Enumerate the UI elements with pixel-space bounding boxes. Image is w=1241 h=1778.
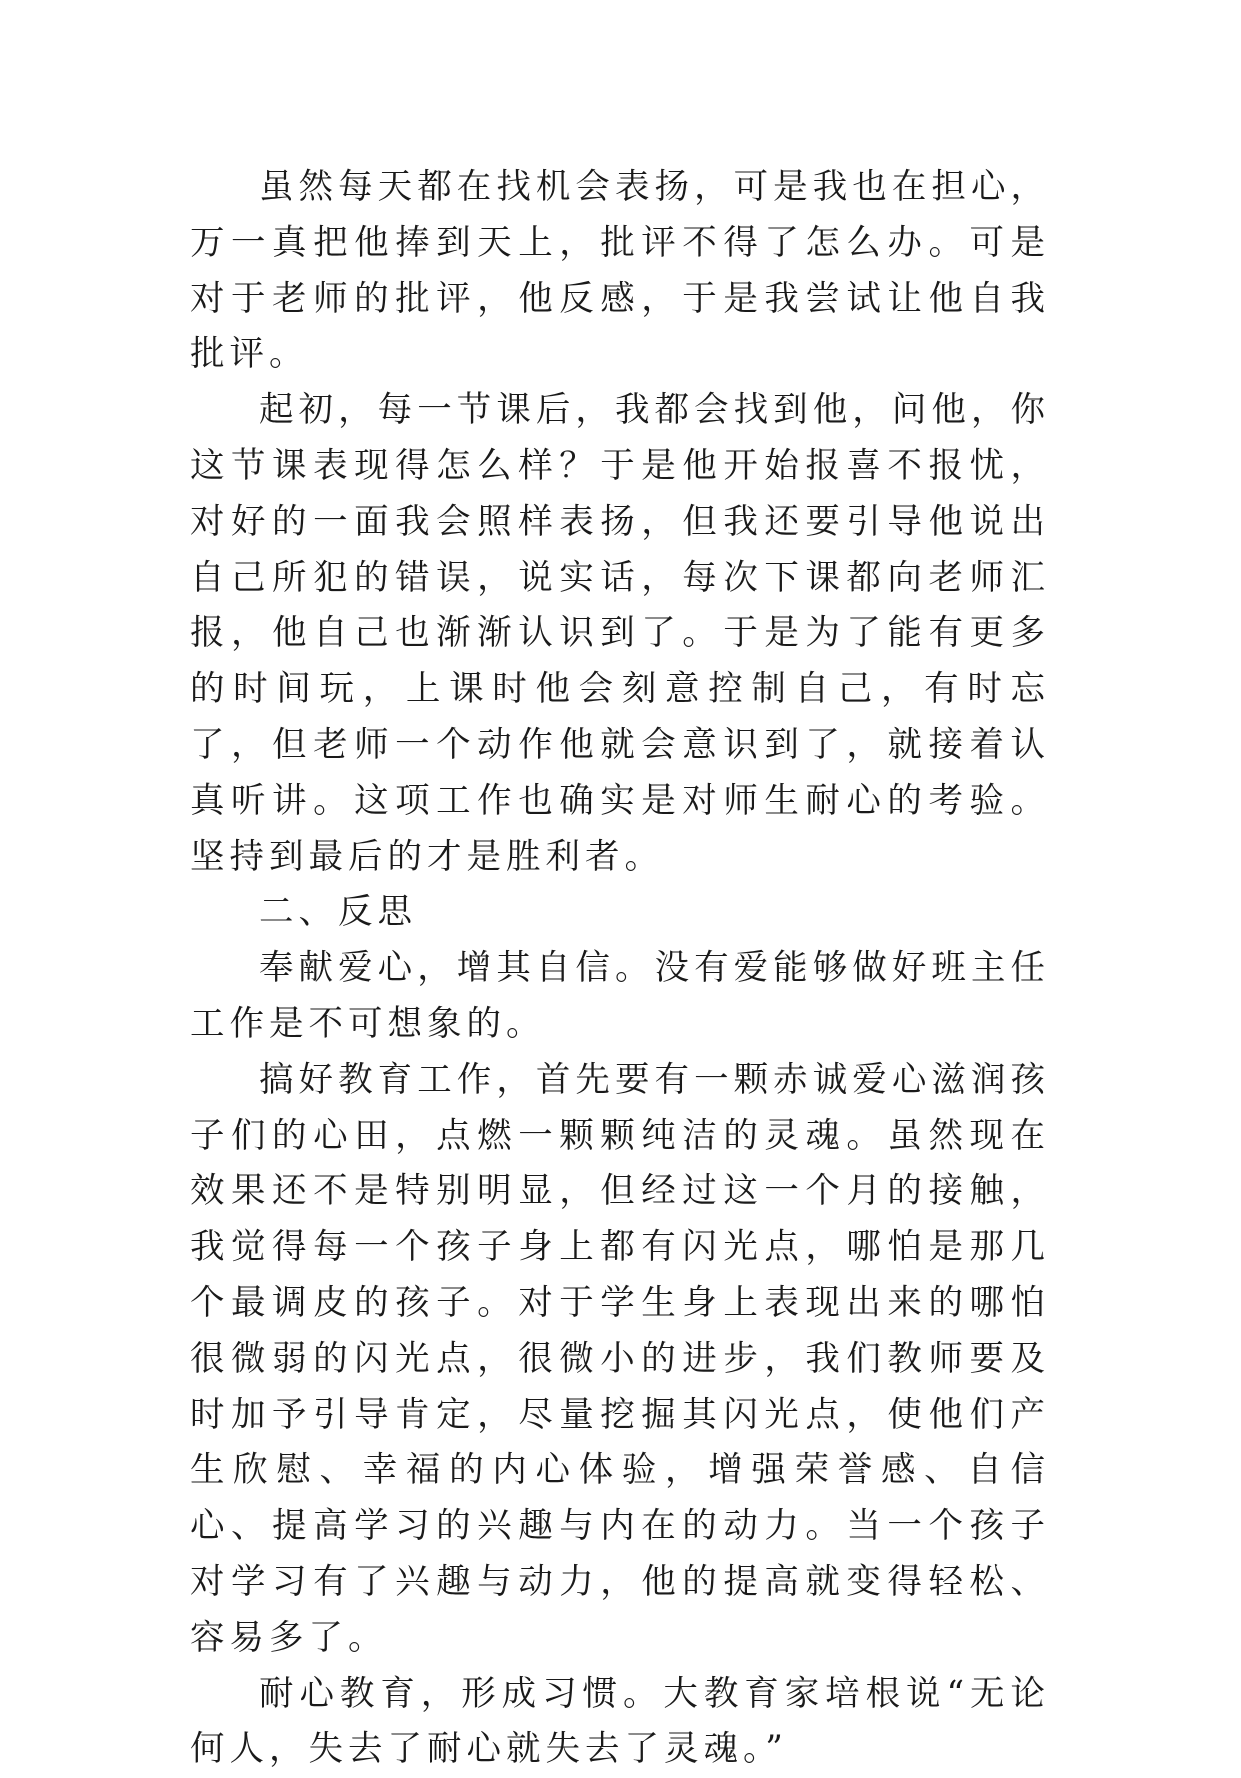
paragraph-patience: 耐心教育，形成习惯。大教育家培根说“无论何人，失去了耐心就失去了灵魂。” xyxy=(190,1673,1050,1770)
section-heading-reflection: 二、反思 xyxy=(259,892,417,933)
paragraph-praise-worry: 虽然每天都在找机会表扬，可是我也在担心，万一真把他捧到天上，批评不得了怎么办。可是对于老师的批评，他反感，于是我尝试让他自我批评。 xyxy=(190,167,1050,375)
paragraph-education-work: 搞好教育工作，首先要有一颗赤诚爱心滋润孩子们的心田，点燃一颗颗纯洁的灵魂。虽然现在效果还不是特别明显，但经过这一个月的接触，我觉得每一个孩子身上都有闪光点，哪怕是那几个最调皮的孩子。对于学生身上表现出来的哪怕很微弱的闪光点，很微小的进步，我们教师要及时加予引导肯定，尽量挖掘其闪光点，使他们产生欣慰、幸福的内心体验，增强荣誉感、自信心、提高学习的兴趣与内在的动力。当一个孩子对学习有了兴趣与动力，他的提高就变得轻松、容易多了。 xyxy=(190,1059,1050,1658)
paragraph-self-criticism: 起初，每一节课后，我都会找到他，问他，你这节课表现得怎么样？于是他开始报喜不报忧，对好的一面我会照样表扬，但我还要引导他说出自己所犯的错误，说实话，每次下课都向老师汇报，他自己也渐渐认识到了。于是为了能有更多的时间玩，上课时他会刻意控制自己，有时忘了，但老师一个动作他就会意识到了，就接着认真听讲。这项工作也确实是对师生耐心的考验。坚持到最后的才是胜利者。 xyxy=(190,390,1050,877)
document-body xyxy=(190,160,1050,1778)
paragraph-love-confidence: 奉献爱心，增其自信。没有爱能够做好班主任工作是不可想象的。 xyxy=(190,948,1050,1044)
